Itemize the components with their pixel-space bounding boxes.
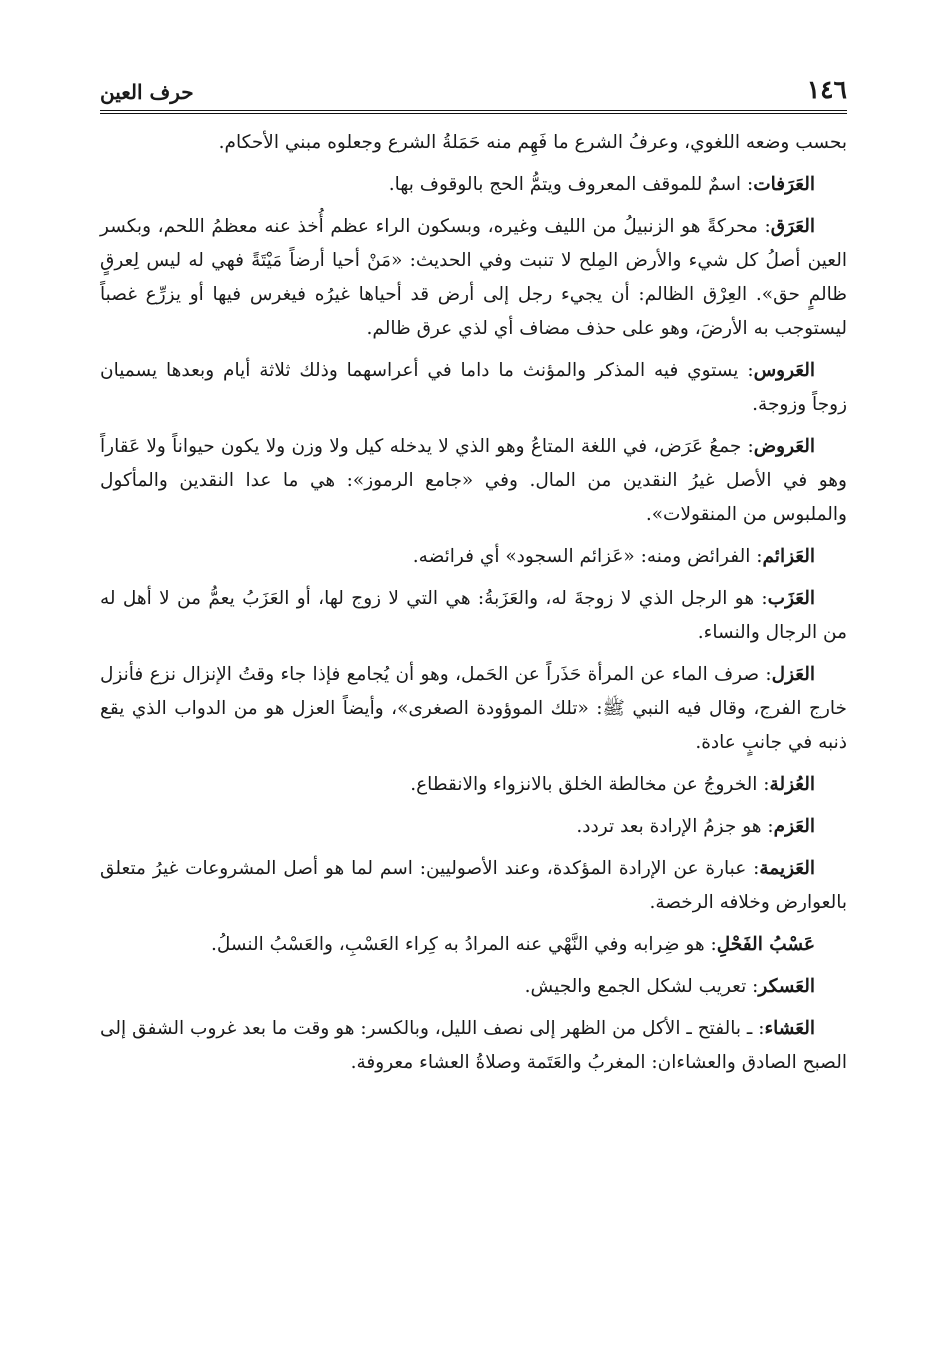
entry-text: بحسب وضعه اللغوي، وعرفُ الشرع ما فَهِم منه حَمَلةُ الشرع وجعلوه مبني الأحكام. [218,132,847,153]
entry-text: : هو جزمُ الإرادة بعد تردد. [576,816,774,837]
entry-uzla [100,768,847,802]
entry-text: : يستوي فيه المذكر والمؤنث ما داما في أعراسهما وذلك ثلاثة أيام وبعدها يسميان زوجاً وزوجة. [100,360,847,415]
entry-term: العَروس [753,360,815,381]
entry-term: العَشاء [764,1018,815,1039]
header-double-rule [100,110,847,114]
entry-text: : الفرائض ومنه: «عَزائم السجود» أي فرائضه. [412,546,763,567]
entry-text: : عبارة عن الإرادة المؤكدة، وعند الأصوليين: اسم لما هو أصل المشروعات غيرُ متعلق بالعوارض وخلافه الرخصة. [100,858,847,913]
entry-azima [100,852,847,920]
entry-term: عَسْبُ الفَحْلِ [716,934,815,955]
entry-azaim [100,540,847,574]
entry-term: العَرَفات [753,174,815,195]
entry-text: : الخروجُ عن مخالطة الخلق بالانزواء والانقطاع. [410,774,770,795]
entry-urud [100,430,847,532]
entry-text: : هو ضِرابه وفي النَّهْي عنه المرادُ به كِراء العَسْبِ، والعَسْبُ النسلُ. [210,934,717,955]
dictionary-entries [100,126,847,1080]
running-title: حرف العين [100,80,194,104]
entry-asha [100,1012,847,1080]
entry-term: العَزل [771,664,815,685]
entry-arus [100,354,847,422]
entry-azm [100,810,847,844]
entry-term: العَروض [753,436,815,457]
entry-text: : اسمٌ للموقف المعروف ويتمُّ الحج بالوقوف بها. [388,174,754,195]
entry-text: : تعريب لشكل الجمع والجيش. [524,976,759,997]
entry-term: العَسكر [758,976,815,997]
continued-paragraph [100,126,847,160]
entry-arafat [100,168,847,202]
entry-term: العَزائم [762,546,815,567]
entry-text: : صرف الماء عن المرأة حَذَراً عن الحَمل، وهو أن يُجامع فإذا جاء وقتُ الإنزال نزع فأنزل خارج الفرج، وقال فيه النبي ﷺ: «تلك الموؤودة الصغرى»، وأيضاً العزل هو من الدواب الذي يقع ذنبه في جانبٍ عادة. [100,664,847,753]
entry-term: العَزيمة [759,858,815,879]
entry-text: : جمعُ عَرَض، في اللغة المتاعُ وهو الذي لا يدخله كيل ولا وزن ولا يكون حيواناً ولا عَقاراً وهو في الأصل غيرُ النقدين من المال. وفي «جامع الرموز»: هي ما عدا النقدين والمأكول والملبوس من المنقولات». [100,436,847,525]
entry-azl [100,658,847,760]
entry-askar [100,970,847,1004]
entry-term: العُزلة [769,774,815,795]
page-number: ١٤٦ [806,75,847,104]
entry-term: العَرَق [770,216,815,237]
entry-araq [100,210,847,346]
entry-asb-al-fahl [100,928,847,962]
entry-text: : محركةً هو الزنبيلُ من الليف وغيره، وبسكون الراء عظم أُخذ عنه معظمُ اللحم، وبكسر العين أصلُ كل شيء والأرض المِلح لا تنبت وفي الحديث: «مَنْ أحيا أرضاً مَيْتَةً فهي له ليس لِعرقٍ ظالمٍ حق». العِرْق الظالم: أن يجيء رجل إلى أرض قد أحياها غيرُه فيغرس فيها أو يزرِّع غصباً ليستوجب به الأرضَ، وهو على حذف مضاف أي لذي عرق ظالم. [100,216,847,339]
page-header [100,68,847,110]
entry-text: : هو الرجل الذي لا زوجةَ له، والعَزَبةُ: هي التي لا زوج لها، أو العَزَبُ يعمُّ من لا أهل له من الرجال والنساء. [100,588,847,643]
entry-text: : ـ بالفتح ـ الأكل من الظهر إلى نصف الليل، وبالكسر: هو وقت ما بعد غروب الشفق إلى الصبح الصادق والعشاءان: المغربُ والعَتَمة وصلاةُ العشاء معروفة. [100,1018,847,1073]
entry-term: العَزم [773,816,815,837]
entry-term: العَزَب [767,588,815,609]
entry-azab [100,582,847,650]
